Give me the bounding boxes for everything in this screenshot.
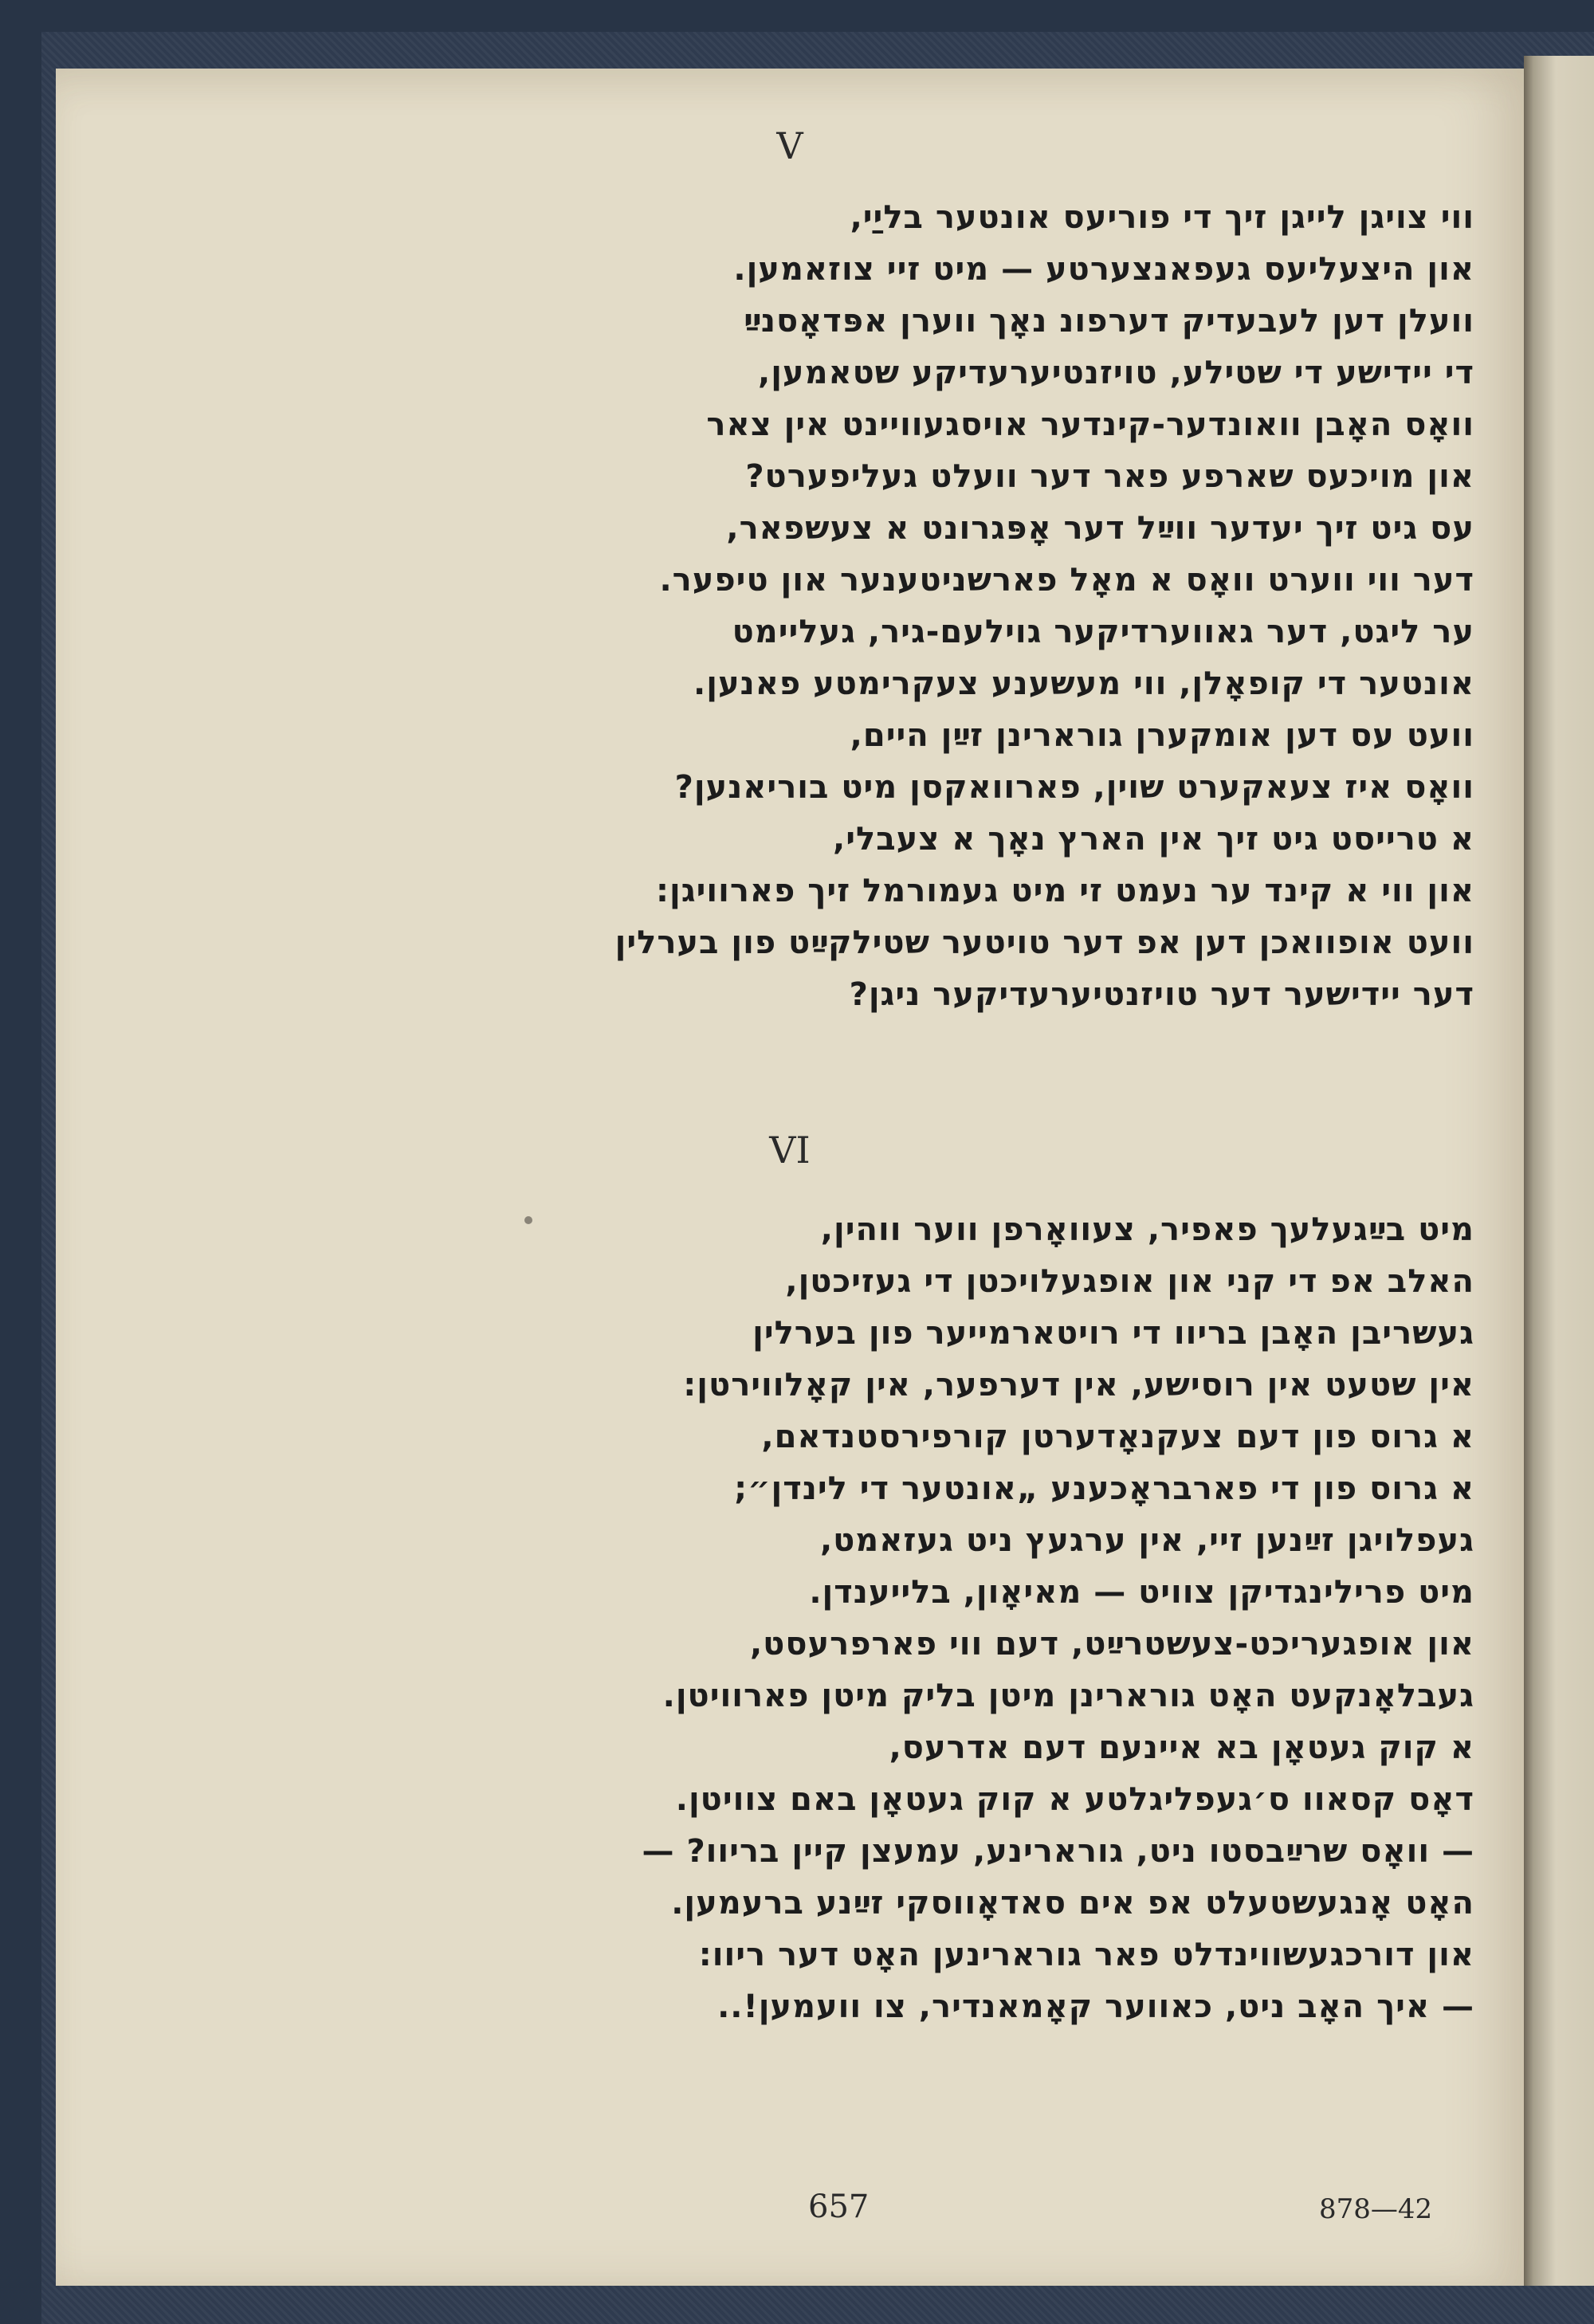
poem-line: און דורכגעשווינדלט פאר גורארינען האָט דער ריוו: (698, 1937, 1474, 1973)
poem-line: — וואָס שרײַבסטו ניט, גורארינע, עמעצן קיין בריוו? — (642, 1833, 1474, 1870)
poem-line: געשריבן האָבן בריוו די רויטארמייער פון בערלין (752, 1315, 1474, 1352)
poem-line: א טרייסט גיט זיך אין הארץ נאָך א צעבלי, (833, 821, 1474, 858)
printer-signature: 878—42 (1319, 2193, 1433, 2225)
poem-line: וועלן דען לעבעדיק דערפונ נאָך ווערן אפּדאָסנײַ (744, 303, 1474, 340)
poem-line: וואָס איז צעאקערט שוין, פארוואקסן מיט בוריאנען? (674, 769, 1474, 806)
poem-line: א גרוס פון דעם צעקנאָדערטן קורפירסטנדאם, (761, 1419, 1474, 1455)
poem-line: און היצעליעס געפאנצערטע — מיט זיי צוזאמען. (733, 251, 1474, 288)
poem-line: און ווי א קינד ער נעמט זי מיט געמורמל זיך פארוויגן: (655, 873, 1474, 909)
book-page (56, 69, 1524, 2286)
poem-line: אין שטעט אין רוסישע, אין דערפער, אין קאָלווירטן: (683, 1367, 1474, 1403)
poem-line: אונטער די קופאָלן, ווי מעשענע צעקרימטע פאנען. (693, 665, 1474, 702)
poem-line: די יידישע די שטילע, טויזנטיערעדיקע שטאמען, (758, 355, 1474, 391)
page-number: 657 (808, 2189, 870, 2225)
poem-line: וואָס האָבן וואונדער-קינדער אויסגעוויינט אין צאר (706, 406, 1474, 443)
poem-line: און אופגעריכט-צעשטרײַט, דעם ווי פארפרעסט, (749, 1626, 1474, 1663)
poem-line: וועט אופוואכן דען אפ דער טויטער שטילקײַט פון בערלין (614, 924, 1474, 961)
section-heading-vi: VI (769, 1129, 811, 1172)
poem-line: געפלויגן זײַנען זיי, אין ערגעץ ניט געזאמט, (819, 1522, 1474, 1559)
facing-page-edge (1524, 56, 1594, 2286)
poem-line: מיט בײַגעלעך פאפיר, צעוואָרפן ווער ווהין, (820, 1211, 1474, 1248)
poem-line: ווי צויגן לייגן זיך די פוריעס אונטער בליַי, (850, 199, 1474, 236)
poem-line: האלב אפ די קני און אופגעלויכטן די געזיכטן, (785, 1263, 1474, 1300)
poem-line: דער ווי ווערט וואָס א מאָל פארשניטענער און טיפער. (659, 562, 1474, 599)
poem-line: און מויכעס שארפע פאר דער וועלט געליפערט? (745, 458, 1474, 495)
poem-line: עס גיט זיך יעדער ווײַל דער אָפּגרונט א צעשפאר, (726, 510, 1474, 547)
poem-line: ער ליגט, דער גאווערדיקער גוילעם-גיר, געליימט (732, 614, 1474, 650)
poem-line: — איך האָב ניט, כאווער קאָמאנדיר, צו וועמען!.. (717, 1988, 1474, 2025)
poem-line: געבלאָנקעט האָט גורארינן מיטן בליק מיטן פארוויטן. (662, 1678, 1474, 1714)
poem-line: האָט אָנגעשטעלט אפ אים סאדאָווסקי זײַנע ברעמען. (671, 1885, 1474, 1922)
poem-line: דער יידישער דער טויזנטיערעדיקער ניגן? (849, 976, 1474, 1013)
poem-line: מיט פרילינגדיקן צוויט — מאיאָון, בלייענדן. (809, 1574, 1474, 1611)
poem-line: א גרוס פון די פארבראָכענע „אונטער די לינדן״; (734, 1470, 1474, 1507)
poem-section-v (311, 192, 1474, 1021)
poem-line: א קוק געטאָן בא איינעם דעם אדרעס, (889, 1729, 1474, 1766)
poem-line: דאָס קסאוו ס׳געפליגלטע א קוק געטאָן באם צוויטן. (675, 1781, 1474, 1818)
section-heading-v: V (776, 124, 803, 167)
poem-line: וועט עס דען אומקערן גורארינן זײַן היים, (850, 717, 1474, 754)
poem-section-vi (311, 1204, 1474, 2033)
